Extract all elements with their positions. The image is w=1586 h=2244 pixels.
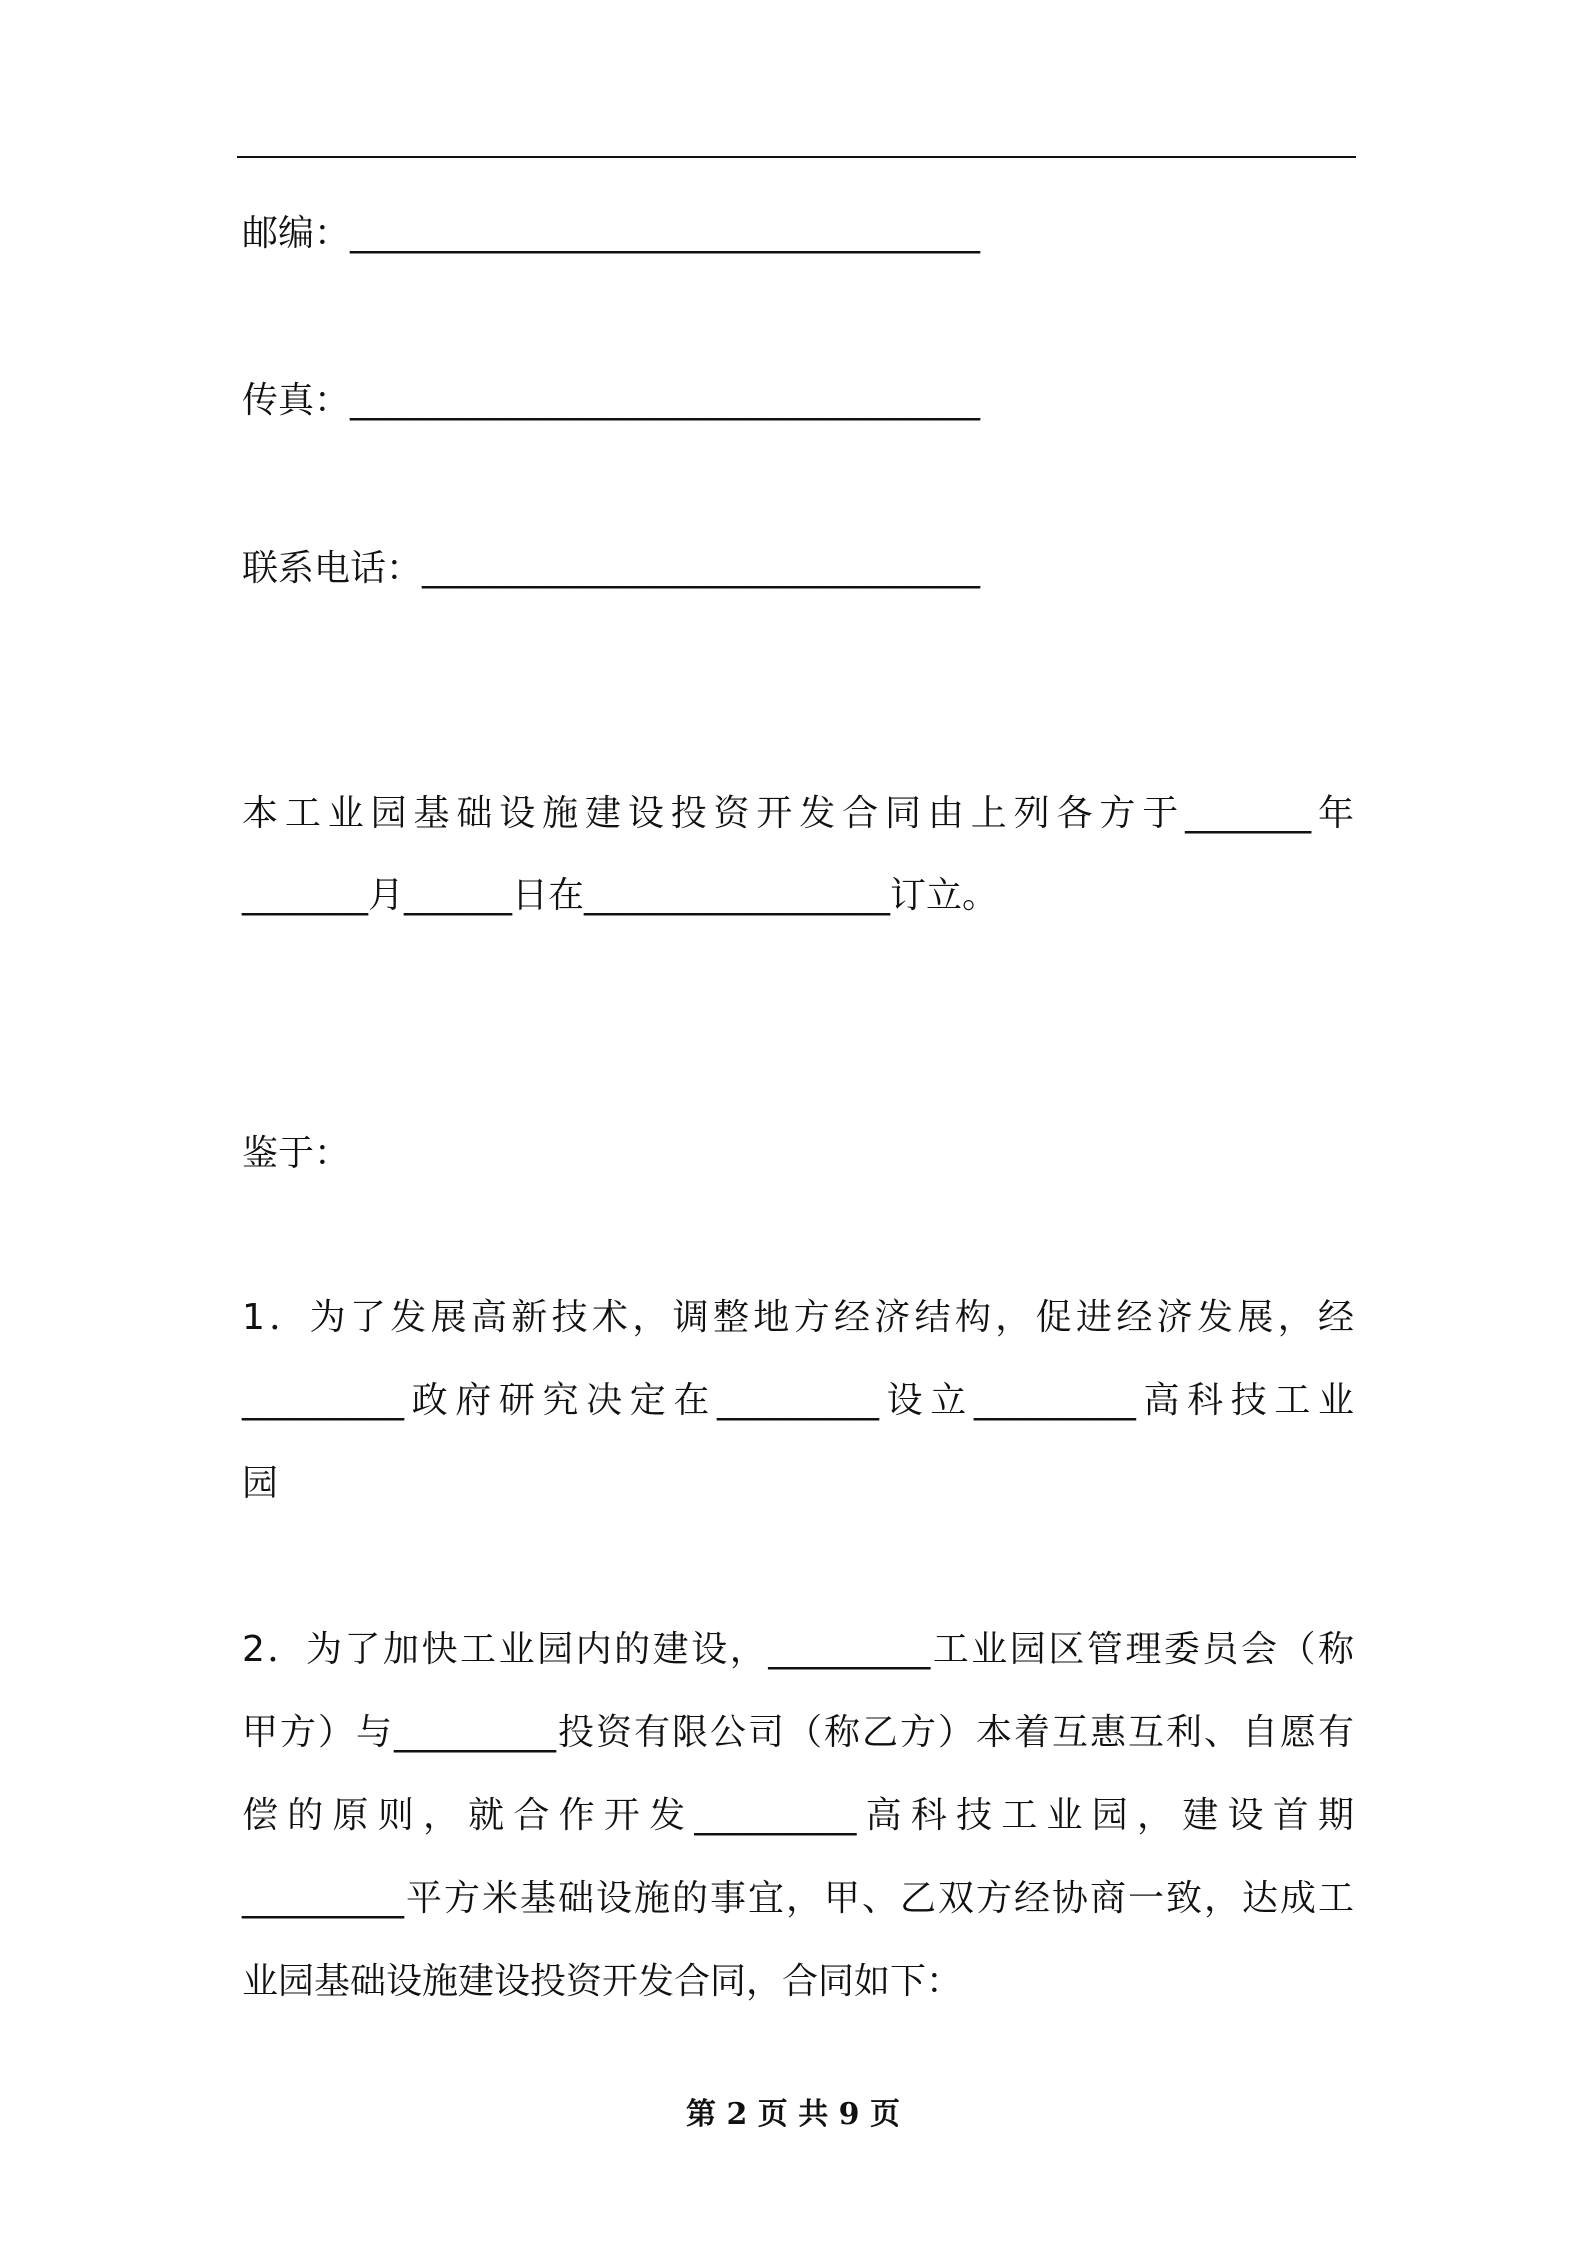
header-rule bbox=[237, 156, 1356, 158]
page-indicator: 第 2 页 共 9 页 bbox=[686, 2097, 900, 2132]
whereas-heading: 鉴于： bbox=[242, 1133, 351, 1174]
item1-line-2: _________政府研究决定在_________设立_________高科技工业 bbox=[242, 1380, 1354, 1421]
item2-line-4: _________平方米基础设施的事宜，甲、乙双方经协商一致，达成工 bbox=[242, 1878, 1354, 1919]
postcode-field: 邮编：___________________________________ bbox=[242, 213, 981, 254]
intro-line-1: 本工业园基础设施建设投资开发合同由上列各方于_______年 bbox=[242, 793, 1354, 834]
item2-line-5: 业园基础设施建设投资开发合同，合同如下： bbox=[242, 1961, 963, 2002]
item2-line-1: 2．为了加快工业园内的建设，_________工业园区管理委员会（称 bbox=[242, 1629, 1354, 1670]
item1-line-3: 园 bbox=[242, 1463, 279, 1504]
phone-field: 联系电话：_______________________________ bbox=[242, 548, 981, 589]
fax-field: 传真：___________________________________ bbox=[242, 380, 981, 421]
item2-line-3: 偿的原则，就合作开发_________高科技工业园，建设首期 bbox=[242, 1795, 1354, 1836]
item1-line-1: 1．为了发展高新技术，调整地方经济结构，促进经济发展，经 bbox=[242, 1297, 1354, 1338]
item2-line-2: 甲方）与_________投资有限公司（称乙方）本着互惠互利、自愿有 bbox=[242, 1712, 1354, 1753]
intro-line-2: _______月______日在_________________订立。 bbox=[242, 875, 999, 916]
